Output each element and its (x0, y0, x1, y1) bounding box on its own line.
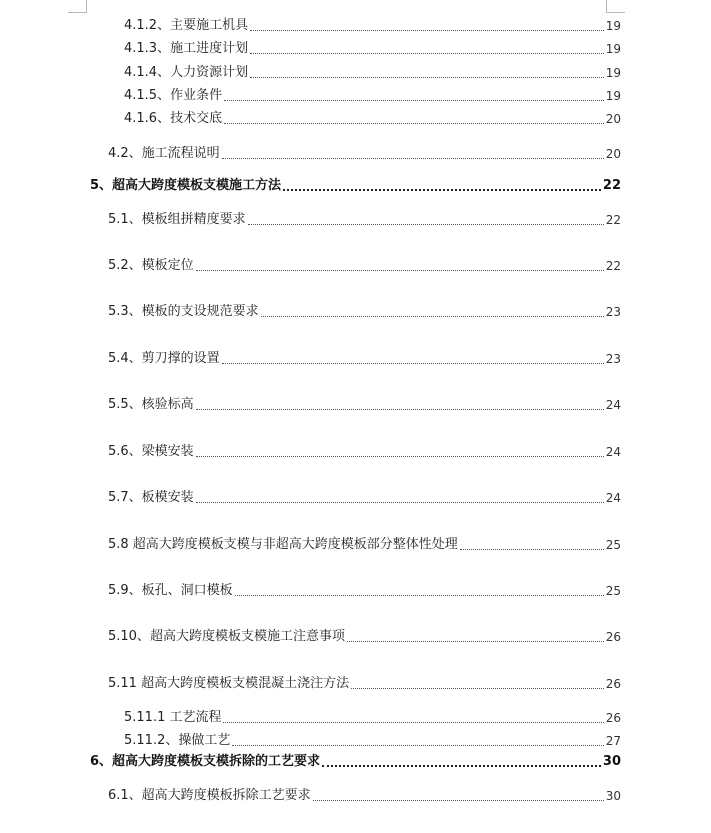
toc-entry-label: 5.11 超高大跨度模板支模混凝土浇注方法 (108, 676, 350, 691)
toc-page-number: 26 (605, 711, 621, 725)
toc-leader-dots (261, 316, 604, 317)
toc-entry[interactable] (108, 674, 621, 692)
page-corner-mark-right (606, 0, 625, 13)
toc-entry-label: 5.11.2、操做工艺 (124, 733, 231, 748)
toc-entry-label: 5.2、模板定位 (108, 258, 194, 273)
toc-chapter-entry[interactable] (90, 176, 621, 194)
toc-entry[interactable] (108, 581, 621, 599)
toc-page-number: 20 (605, 147, 621, 161)
toc-page-number: 30 (605, 789, 621, 803)
toc-entry[interactable] (108, 395, 621, 413)
toc-leader-dots (196, 456, 604, 457)
toc-page-number: 25 (605, 538, 621, 552)
toc-entry[interactable] (108, 302, 621, 320)
toc-entry[interactable] (124, 39, 621, 57)
toc-entry[interactable] (108, 442, 621, 460)
toc-leader-dots (283, 189, 601, 191)
toc-leader-dots (322, 765, 601, 767)
toc-leader-dots (196, 270, 604, 271)
toc-entry-label: 4.1.3、施工进度计划 (124, 41, 249, 56)
toc-entry[interactable] (108, 256, 621, 274)
toc-entry[interactable] (108, 627, 621, 645)
toc-entry[interactable] (124, 731, 621, 749)
toc-chapter-entry[interactable] (90, 752, 621, 770)
toc-entry[interactable] (108, 210, 621, 228)
toc-entry[interactable] (124, 63, 621, 81)
toc-page-number: 23 (605, 352, 621, 366)
toc-leader-dots (347, 641, 604, 642)
toc-leader-dots (196, 409, 604, 410)
toc-entry[interactable] (124, 86, 621, 104)
toc-entry-label: 4.1.5、作业条件 (124, 88, 223, 103)
toc-entry-label: 5.5、核验标高 (108, 397, 194, 412)
toc-leader-dots (250, 30, 604, 31)
toc-page-number: 22 (605, 259, 621, 273)
toc-entry-label: 4.1.4、人力资源计划 (124, 65, 249, 80)
toc-leader-dots (351, 688, 604, 689)
toc-leader-dots (222, 363, 604, 364)
toc-entry-label: 5.7、板模安装 (108, 490, 194, 505)
toc-entry[interactable] (108, 786, 621, 804)
toc-entry-label: 5.10、超高大跨度模板支模施工注意事项 (108, 629, 345, 644)
toc-entry-label: 6.1、超高大跨度模板拆除工艺要求 (108, 788, 311, 803)
toc-page-number: 19 (605, 89, 621, 103)
toc-entry[interactable] (124, 16, 621, 34)
toc-leader-dots (235, 595, 604, 596)
toc-entry-label: 5.6、梁模安装 (108, 444, 194, 459)
toc-entry-label: 5.3、模板的支设规范要求 (108, 304, 259, 319)
toc-entry-label: 5.4、剪刀撑的设置 (108, 351, 220, 366)
toc-page-number: 23 (605, 305, 621, 319)
toc-page-number: 27 (605, 734, 621, 748)
toc-leader-dots (248, 224, 604, 225)
toc-entry-label: 5.9、板孔、洞口模板 (108, 583, 233, 598)
toc-page-number: 24 (605, 491, 621, 505)
toc-page-number: 19 (605, 66, 621, 80)
toc-entry-label: 6、超高大跨度模板支模拆除的工艺要求 (90, 754, 321, 769)
toc-page-number: 24 (605, 398, 621, 412)
toc-entry[interactable] (124, 708, 621, 726)
toc-entry[interactable] (108, 349, 621, 367)
toc-leader-dots (460, 549, 604, 550)
toc-page-number: 22 (605, 213, 621, 227)
toc-leader-dots (250, 53, 604, 54)
toc-page-number: 26 (605, 630, 621, 644)
toc-entry-label: 5.1、模板组拼精度要求 (108, 212, 246, 227)
toc-page-number: 19 (605, 42, 621, 56)
toc-leader-dots (224, 100, 604, 101)
toc-entry-label: 4.1.6、技术交底 (124, 111, 223, 126)
toc-entry-label: 5.8 超高大跨度模板支模与非超高大跨度模板部分整体性处理 (108, 537, 458, 552)
toc-entry-label: 4.1.2、主要施工机具 (124, 18, 249, 33)
toc-leader-dots (222, 158, 604, 159)
toc-entry[interactable] (108, 144, 621, 162)
toc-entry[interactable] (108, 488, 621, 506)
toc-page-number: 25 (605, 584, 621, 598)
toc-leader-dots (250, 77, 604, 78)
toc-leader-dots (196, 502, 604, 503)
toc-entry-label: 4.2、施工流程说明 (108, 146, 220, 161)
toc-leader-dots (313, 800, 604, 801)
toc-page-number: 26 (605, 677, 621, 691)
toc-leader-dots (223, 722, 603, 723)
toc-entry-label: 5.11.1 工艺流程 (124, 710, 222, 725)
toc-page-number: 20 (605, 112, 621, 126)
toc-entry[interactable] (108, 535, 621, 553)
page-corner-mark-left (68, 0, 87, 13)
toc-leader-dots (232, 745, 603, 746)
toc-entry[interactable] (124, 109, 621, 127)
toc-page-number: 24 (605, 445, 621, 459)
toc-page-number: 19 (605, 19, 621, 33)
toc-entry-label: 5、超高大跨度模板支模施工方法 (90, 178, 282, 193)
toc-leader-dots (224, 123, 604, 124)
toc-page-number: 30 (602, 754, 621, 769)
toc-page-number: 22 (602, 178, 621, 193)
